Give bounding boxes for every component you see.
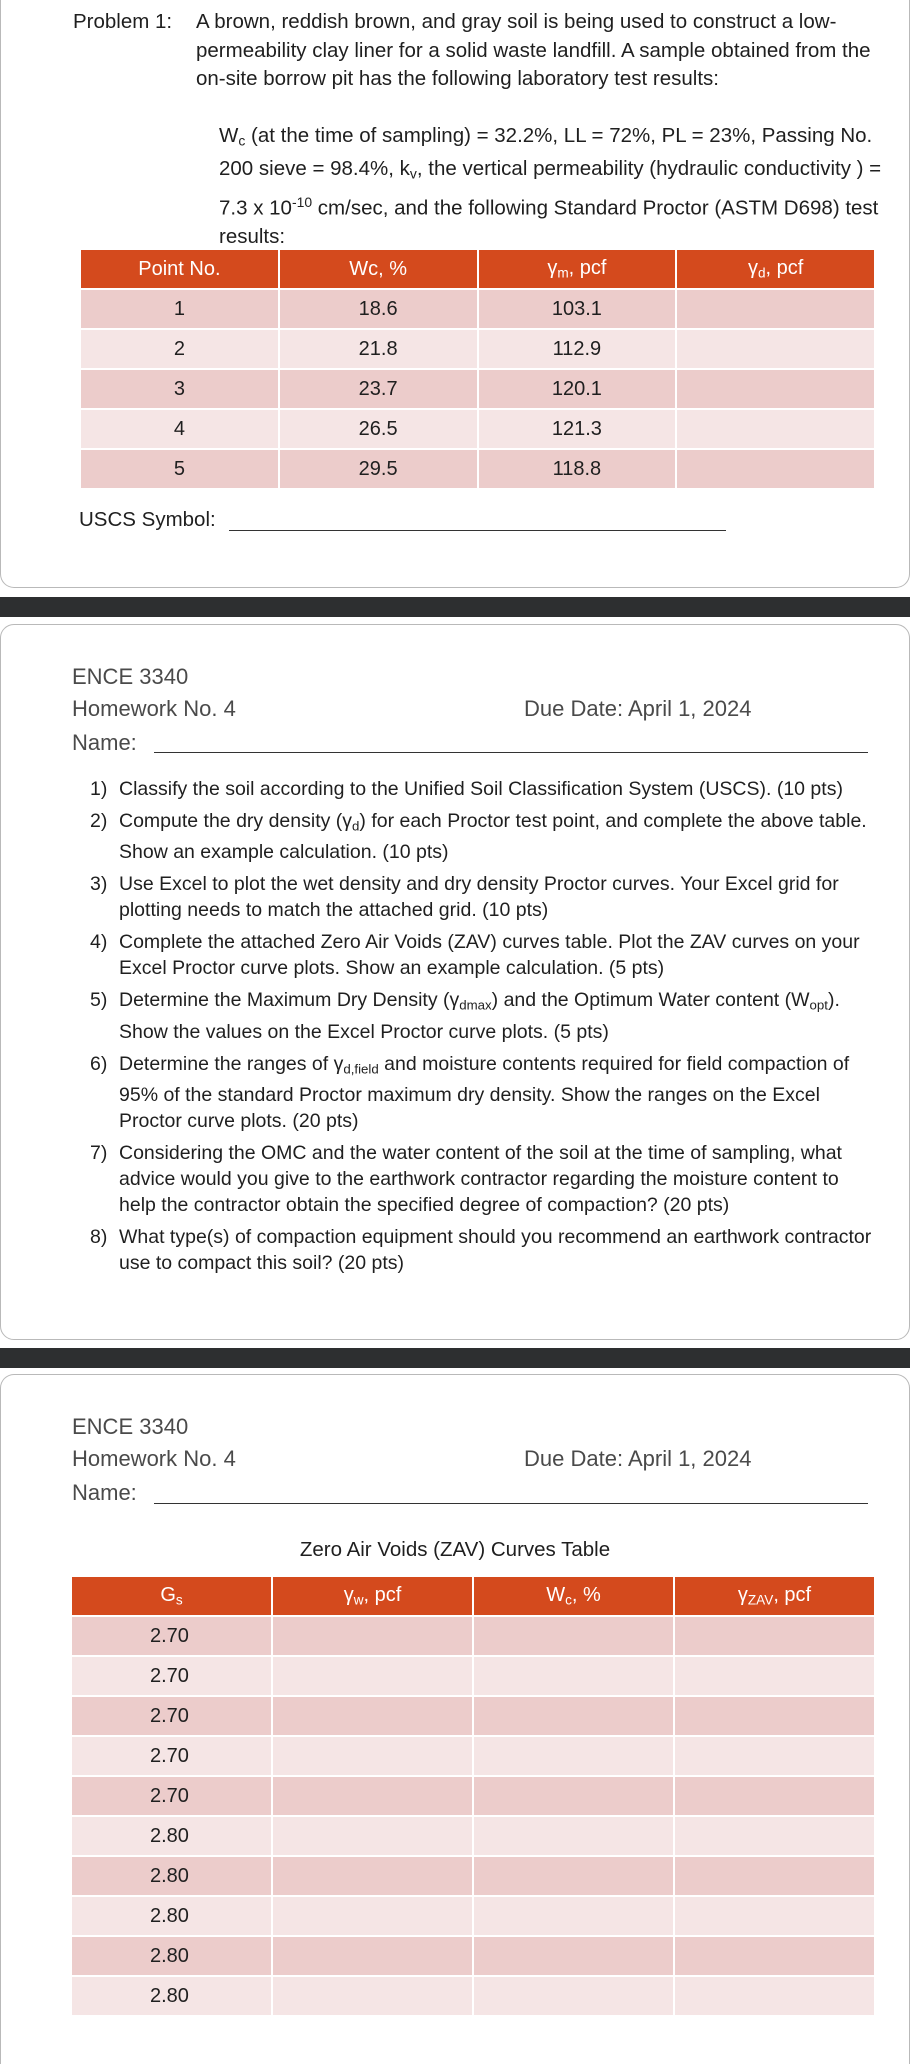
table-row (81, 450, 874, 488)
cell-wc[interactable] (474, 1817, 673, 1855)
cell-gamma-m: 112.9 (479, 330, 676, 368)
cell-gs: 2.80 (72, 1817, 271, 1855)
cell-gamma-d[interactable] (677, 450, 874, 488)
cell-gs: 2.70 (72, 1657, 271, 1695)
cell-gs: 2.70 (72, 1737, 271, 1775)
header-wc: $W_c$, % (474, 1577, 673, 1615)
question-list (90, 776, 880, 1282)
table-row (72, 1697, 874, 1735)
header-point-no: Point No. (81, 250, 278, 288)
cell-gamma-d[interactable] (677, 370, 874, 408)
cell-wc: 23.7 (280, 370, 477, 408)
cell-wc[interactable] (474, 1937, 673, 1975)
cell-wc[interactable] (474, 1777, 673, 1815)
header-gamma-w: $\gamma_w$, pcf (273, 1577, 472, 1615)
table-row (81, 370, 874, 408)
name-label: Name: (72, 1480, 137, 1505)
page-separator (0, 597, 910, 617)
cell-gs: 2.80 (72, 1857, 271, 1895)
header-gs: $G_s$ (72, 1577, 271, 1615)
cell-gamma-zav[interactable] (675, 1977, 874, 2015)
cell-gamma-zav[interactable] (675, 1817, 874, 1855)
table-row (81, 410, 874, 448)
table-row (72, 1777, 874, 1815)
cell-gamma-d[interactable] (677, 330, 874, 368)
header-gamma-zav: $\gamma_{ZAV}$, pcf (675, 1577, 874, 1615)
question-5: 5) Determine the Maximum Dry Density $(\gamma_{dmax})$ and the Optimum Water content $(W_{opt})$. Show the values on the Excel Proctor curve plots. (5 pts) (90, 989, 840, 1043)
zav-table-title: Zero Air Voids (ZAV) Curves Table (299, 1538, 611, 1561)
cell-wc[interactable] (474, 1657, 673, 1695)
cell-gamma-w[interactable] (273, 1657, 472, 1695)
due-date: Due Date: April 1, 2024 (524, 696, 752, 721)
cell-gamma-zav[interactable] (675, 1657, 874, 1695)
cell-gamma-w[interactable] (273, 1937, 472, 1975)
cell-gamma-w[interactable] (273, 1817, 472, 1855)
header-wc: Wc, % (280, 250, 477, 288)
name-field[interactable] (154, 1503, 868, 1504)
cell-wc: 21.8 (280, 330, 477, 368)
cell-gs: 2.70 (72, 1697, 271, 1735)
cell-gamma-d[interactable] (677, 290, 874, 328)
cell-point: 3 (81, 370, 278, 408)
cell-point: 4 (81, 410, 278, 448)
cell-wc: 29.5 (280, 450, 477, 488)
cell-gamma-zav[interactable] (675, 1937, 874, 1975)
cell-gs: 2.80 (72, 1977, 271, 2015)
table-row (72, 1897, 874, 1935)
question-8: 8) What type(s) of compaction equipment should you recommend an earthwork contractor use to compact this soil? (20 pts) (90, 1225, 872, 1274)
course-code: ENCE 3340 (72, 1414, 189, 1439)
cell-gamma-zav[interactable] (675, 1617, 874, 1655)
question-2: 2) Compute the dry density $(\gamma_d)$ for each Proctor test point, and complete the above table. Show an example calculation. (10 pts) (90, 810, 867, 864)
zav-table (70, 1575, 876, 2017)
table-row (72, 1937, 874, 1975)
cell-gamma-w[interactable] (273, 1617, 472, 1655)
cell-gamma-zav[interactable] (675, 1857, 874, 1895)
cell-gs: 2.70 (72, 1777, 271, 1815)
due-date: Due Date: April 1, 2024 (524, 1446, 752, 1471)
header-gamma-d: $\gamma_d$, pcf (677, 250, 874, 288)
table-row (72, 1737, 874, 1775)
table-row (72, 1617, 874, 1655)
cell-gamma-w[interactable] (273, 1777, 472, 1815)
problem-results: $W_c$ (at the time of sampling) = 32.2%, LL = 72%, PL = 23%, Passing No. 200 sieve = 98.4%, $k_v$, the vertical permeability (hydraulic conductivity ) = 7.3 x $10^{-10}$ cm/sec, and the following Standard Proctor (ASTM D698) test results: (219, 124, 882, 249)
proctor-table (79, 248, 876, 490)
question-4: 4) Complete the attached Zero Air Voids (ZAV) curves table. Plot the ZAV curves on your Excel Proctor curve plots. Show an example calculation. (5 pts) (90, 931, 860, 980)
cell-gamma-w[interactable] (273, 1697, 472, 1735)
cell-gamma-m: 118.8 (479, 450, 676, 488)
question-6: 6) Determine the ranges of $\gamma_{d,field}$ and moisture contents required for field compaction of 95% of the standard Proctor maximum dry density. Show the ranges on the Excel Proctor curve plots. (20 pts) (90, 1052, 850, 1132)
cell-point: 5 (81, 450, 278, 488)
problem-intro: A brown, reddish brown, and gray soil is being used to construct a low-permeability clay liner for a solid waste landfill. A sample obtained from the on-site borrow pit has the following laboratory test results: (196, 10, 871, 90)
zav-header-row (72, 1577, 874, 1615)
cell-gamma-m: 121.3 (479, 410, 676, 448)
cell-gamma-zav[interactable] (675, 1737, 874, 1775)
cell-gamma-m: 120.1 (479, 370, 676, 408)
cell-gamma-zav[interactable] (675, 1897, 874, 1935)
question-1: 1) Classify the soil according to the Unified Soil Classification System (USCS). (10 pts) (90, 778, 843, 800)
page-1 (0, 0, 910, 588)
cell-gamma-w[interactable] (273, 1857, 472, 1895)
cell-gs: 2.80 (72, 1897, 271, 1935)
name-field[interactable] (154, 752, 868, 753)
uscs-symbol-label: USCS Symbol: (79, 508, 216, 531)
cell-wc[interactable] (474, 1737, 673, 1775)
homework-number: Homework No. 4 (72, 1446, 236, 1471)
question-7: 7) Considering the OMC and the water content of the soil at the time of sampling, what advice would you give to the earthwork contractor regarding the moisture content to help the contractor obtain the specified degree of compaction? (20 pts) (90, 1141, 842, 1216)
cell-wc: 26.5 (280, 410, 477, 448)
cell-wc[interactable] (474, 1897, 673, 1935)
cell-wc[interactable] (474, 1857, 673, 1895)
cell-point: 2 (81, 330, 278, 368)
homework-number: Homework No. 4 (72, 696, 236, 721)
cell-gs: 2.80 (72, 1937, 271, 1975)
cell-gamma-zav[interactable] (675, 1697, 874, 1735)
cell-gamma-m: 103.1 (479, 290, 676, 328)
table-row (72, 1657, 874, 1695)
cell-wc[interactable] (474, 1697, 673, 1735)
question-3: 3) Use Excel to plot the wet density and dry density Proctor curves. Your Excel grid for plotting needs to match the attached grid. (10 pts) (90, 873, 839, 922)
cell-gamma-d[interactable] (677, 410, 874, 448)
problem-label: Problem 1: (73, 10, 173, 33)
table-row (72, 1857, 874, 1895)
header-gamma-m: $\gamma_m$, pcf (479, 250, 676, 288)
cell-wc[interactable] (474, 1977, 673, 2015)
uscs-symbol-blank[interactable] (229, 530, 726, 531)
course-code: ENCE 3340 (72, 664, 189, 689)
cell-gamma-zav[interactable] (675, 1777, 874, 1815)
cell-point: 1 (81, 290, 278, 328)
table-row (72, 1977, 874, 2015)
cell-gamma-w[interactable] (273, 1977, 472, 2015)
cell-gamma-w[interactable] (273, 1737, 472, 1775)
cell-wc: 18.6 (280, 290, 477, 328)
table-row (81, 330, 874, 368)
table-row (81, 290, 874, 328)
cell-gamma-w[interactable] (273, 1897, 472, 1935)
name-label: Name: (72, 730, 137, 755)
cell-wc[interactable] (474, 1617, 673, 1655)
cell-gs: 2.70 (72, 1617, 271, 1655)
page-separator (0, 1348, 910, 1368)
proctor-header-row (81, 250, 874, 288)
table-row (72, 1817, 874, 1855)
